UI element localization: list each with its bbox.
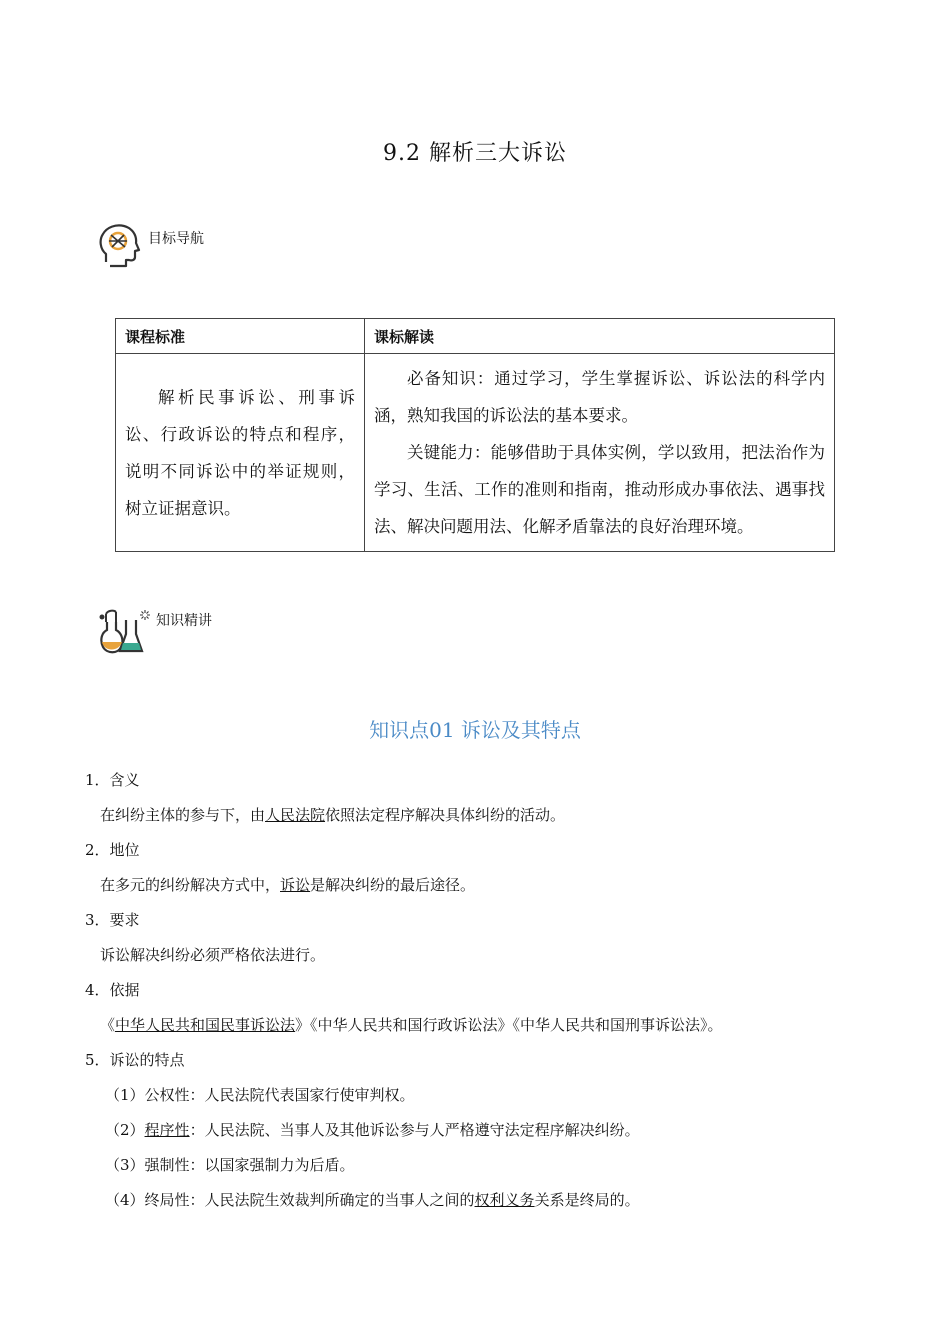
goal-navigation-label: 目标导航 (148, 231, 204, 247)
basis-text (85, 1011, 865, 1046)
basis-text-post: 》《中华人民共和国行政诉讼法》《中华人民共和国刑事诉讼法》。 (295, 1016, 723, 1034)
status-text-underlined: 诉讼 (280, 876, 311, 894)
knowledge-point-title: 知识点01 诉讼及其特点 (369, 718, 581, 742)
meaning-text-post: 依照法定程序解决具体纠纷的活动。 (325, 806, 566, 824)
page-title: 9.2 解析三大诉讼 (383, 141, 567, 166)
status-text-post: 是解决纠纷的最后途径。 (310, 876, 476, 894)
status-text (85, 871, 865, 906)
feature-finality-pre: （4）终局性：人民法院生效裁判所确定的当事人之间的 (105, 1191, 475, 1209)
meaning-text (85, 801, 865, 836)
feature-finality-underlined: 权利义务 (474, 1191, 535, 1209)
feature-finality-post: 关系是终局的。 (534, 1191, 640, 1209)
meaning-text-underlined: 人民法院 (265, 806, 326, 824)
flask-icon (98, 608, 154, 660)
table-header-interpretation: 课标解读 (365, 319, 835, 354)
feature-procedural-underlined: 程序性 (144, 1121, 190, 1139)
feature-procedural (85, 1116, 865, 1151)
curriculum-standard-text: 解析民事诉讼、刑事诉讼、行政诉讼的特点和程序，说明不同诉讼中的举证规则，树立证据意识。 (116, 354, 365, 552)
section-heading-basis: 4．依据 (85, 981, 140, 999)
knowledge-content (85, 766, 865, 1221)
knowledge-lecture-header (98, 608, 212, 660)
curriculum-standards-table (115, 318, 835, 552)
essential-knowledge-text: 必备知识：通过学习，学生掌握诉讼、诉讼法的科学内涵，熟知我国的诉讼法的基本要求。 (374, 369, 825, 425)
feature-procedural-post: ：人民法院、当事人及其他诉讼参与人严格遵守法定程序解决纠纷。 (189, 1121, 640, 1139)
goal-navigation-header (96, 222, 204, 274)
standard-interpretation (365, 354, 835, 552)
section-heading-features: 5．诉讼的特点 (85, 1051, 185, 1069)
head-brain-icon (96, 222, 142, 274)
table-header-standard: 课程标准 (116, 319, 365, 354)
basis-text-open: 《 (100, 1016, 116, 1034)
key-ability-text: 关键能力：能够借助于具体实例，学以致用，把法治作为学习、生活、工作的准则和指南，推动形成办事依法、遇事找法、解决问题用法、化解矛盾靠法的良好治理环境。 (374, 443, 825, 536)
feature-compulsory: （3）强制性：以国家强制力为后盾。 (105, 1156, 355, 1174)
knowledge-lecture-label: 知识精讲 (156, 613, 212, 629)
feature-procedural-pre: （2） (105, 1121, 145, 1139)
status-text-pre: 在多元的纠纷解决方式中， (100, 876, 281, 894)
feature-public-power: （1）公权性：人民法院代表国家行使审判权。 (105, 1086, 415, 1104)
meaning-text-pre: 在纠纷主体的参与下，由 (100, 806, 266, 824)
section-heading-status: 2．地位 (85, 841, 140, 859)
section-heading-requirement: 3．要求 (85, 911, 140, 929)
feature-finality (85, 1186, 865, 1221)
section-heading-meaning: 1．含义 (85, 771, 140, 789)
basis-text-underlined: 中华人民共和国民事诉讼法 (115, 1016, 296, 1034)
requirement-text: 诉讼解决纠纷必须严格依法进行。 (100, 946, 326, 964)
